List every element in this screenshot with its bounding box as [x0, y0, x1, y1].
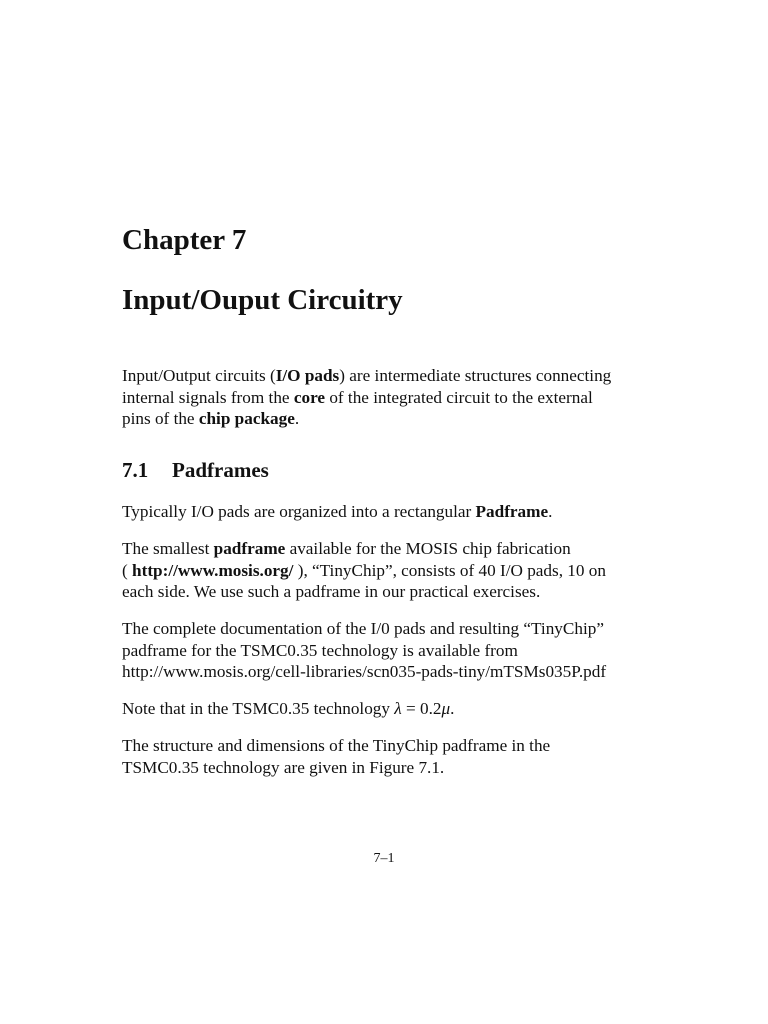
paragraph-structure: The structure and dimensions of the TinyChip padframe in the TSMC0.35 technology are given in Figure 7.1. [122, 736, 551, 777]
lambda-symbol: λ [394, 699, 402, 718]
paragraph-tinychip: The smallest padframe available for the MOSIS chip fabrication ( http://www.mosis.org/ ), “TinyChip”, consists of 40 I/O pads, 10 on each side. We use such a padframe in our practical exercises. [122, 539, 606, 601]
term-padframe-lower: padframe [213, 539, 286, 558]
intro-line-1: Input/Output circuits (I/O pads) are intermediate structures connecting [122, 366, 612, 385]
chapter-label: Chapter 7 [122, 224, 247, 256]
documentation-url: http://www.mosis.org/cell-libraries/scn035-pads-tiny/mTSMs035P.pdf [122, 662, 607, 681]
term-core: core [293, 387, 326, 407]
intro-line-2: internal signals from the core of the integrated circuit to the external [122, 387, 593, 407]
paragraph-padframe-intro: Typically I/O pads are organized into a rectangular Padframe. [122, 502, 553, 521]
paragraph-documentation: The complete documentation of the I/0 pads and resulting “TinyChip” padframe for the TSMC0.35 technology is available from http://www.mosis.org/cell-libraries/scn035-pads-tiny/mTSMs035P.pdf [122, 618, 662, 683]
term-padframe: Padframe [475, 502, 549, 521]
mosis-link: http://www.mosis.org/ [132, 560, 294, 580]
term-io-pads: I/O pads [275, 366, 340, 385]
section-title: Padframes [172, 458, 269, 482]
section-heading [122, 456, 269, 484]
paragraph-lambda: Note that in the TSMC0.35 technology λ = 0.2μ. [122, 699, 455, 718]
section-number: 7.1 [122, 458, 149, 482]
intro-line-3: pins of the chip package. [122, 409, 300, 428]
intro-paragraph [122, 365, 662, 430]
mu-symbol: μ [441, 699, 451, 718]
term-chip-package: chip package [198, 409, 295, 428]
page-number: 7–1 [373, 851, 395, 866]
chapter-title: Input/Ouput Circuitry [122, 284, 403, 316]
